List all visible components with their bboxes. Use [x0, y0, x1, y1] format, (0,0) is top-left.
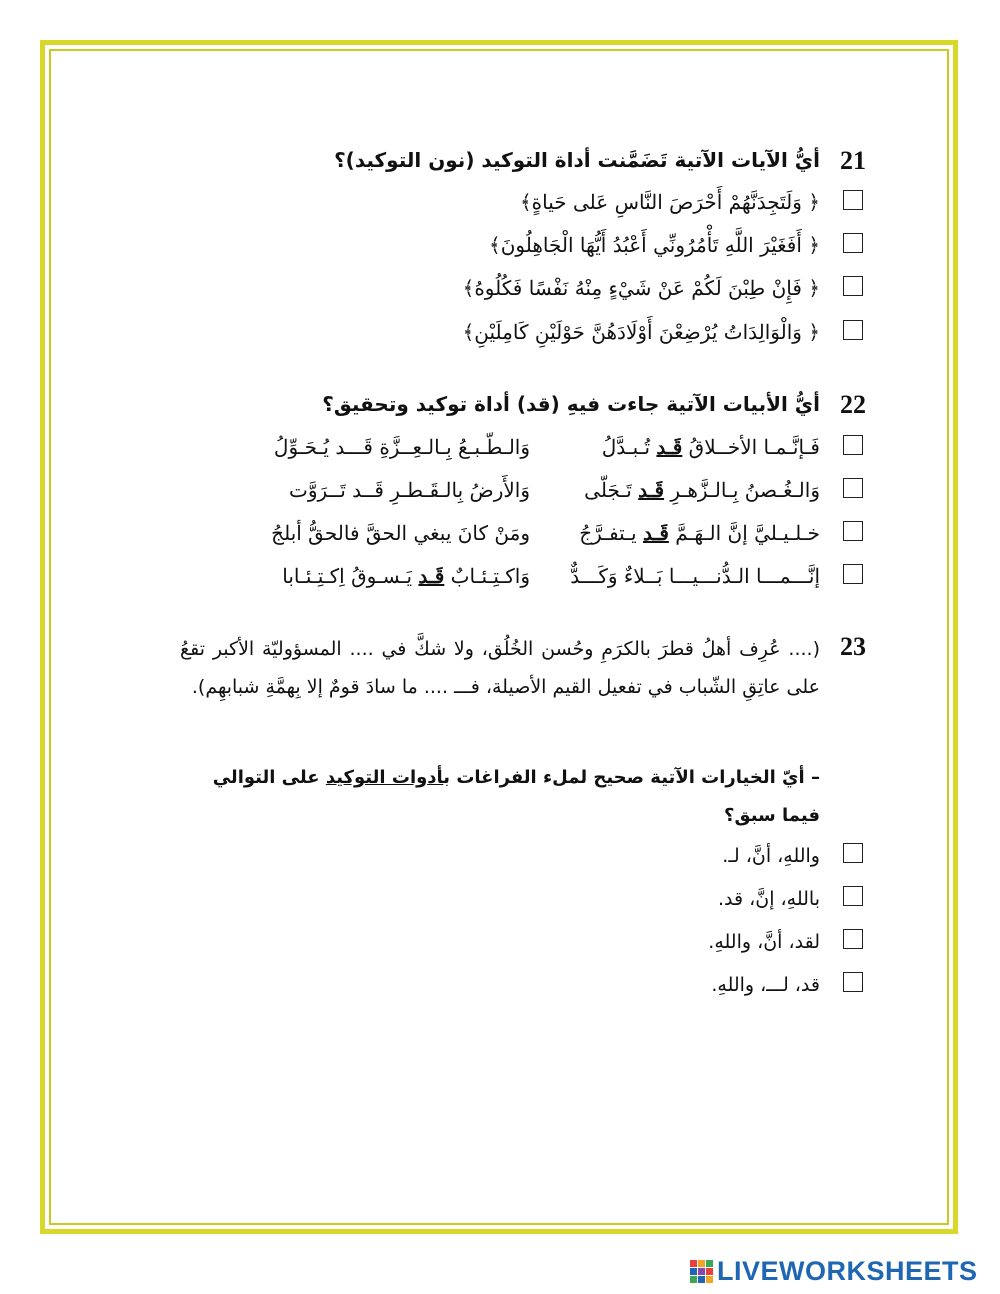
question-number-21: 21: [840, 146, 866, 175]
logo-tile: [690, 1276, 697, 1283]
q21-option-4-checkbox[interactable]: [843, 320, 863, 340]
liveworksheets-logo-icon: [690, 1260, 713, 1283]
q23-option-2-checkbox[interactable]: [843, 886, 863, 906]
qad-highlight: قَـد: [418, 564, 445, 588]
q23-option-3-checkbox[interactable]: [843, 929, 863, 949]
q22-option-4-second-hemistich: وَاكـتِـئـابٌ قَـد يَـسـوقُ اِكـتِـئـابا: [282, 564, 530, 588]
q23-option-3-text: لقد، أنَّ، واللهِ.: [708, 931, 820, 953]
qad-highlight: قَـد: [656, 435, 683, 459]
q23-option-1-text: واللهِ، أنَّ، لـ.: [722, 845, 820, 867]
logo-tile: [698, 1260, 705, 1267]
q22-option-4-first-hemistich: إنَّـــمـــا الـدُّنـــيـــا بَــلاءٌ وَكَـــدٌّ: [570, 564, 820, 588]
question-number-23: 23: [840, 632, 866, 661]
liveworksheets-logo: [690, 1255, 978, 1287]
question-23-passage: (.... عُرِف أهلُ قطرَ بالكرَمِ وحُسن الخُلُق، ولا شكَّ في .... المسؤوليّة الأكبر تقعُ على عاتِقِ الشّباب في تفعيل القيم الأصيلة، فـــ .... ما سادَ قومٌ إلا بِهمَّةِ شبابهِم).: [180, 638, 820, 698]
q21-option-3-checkbox[interactable]: [843, 276, 863, 296]
q22-option-4-checkbox[interactable]: [843, 564, 863, 584]
qad-highlight: قَـد: [642, 521, 669, 545]
q21-option-2-checkbox[interactable]: [843, 233, 863, 253]
question-21-stem: أيُّ الآيات الآتية تَضَمَّنت أداة التوكيد (نون التوكيد)؟: [334, 148, 820, 172]
logo-tile: [698, 1268, 705, 1275]
q21-option-3-text: ﴿ فَإِنْ طِبْنَ لَكُمْ عَنْ شَيْءٍ مِنْهُ نَفْسًا فَكُلُوهُ﴾: [462, 276, 820, 300]
q21-option-4-text: ﴿ وَالْوَالِدَاتُ يُرْضِعْنَ أَوْلَادَهُنَّ حَوْلَيْنِ كَامِلَيْنِ﴾: [462, 320, 820, 344]
q22-option-1-first-hemistich: فَـإنَّـمـا الأخــلاقُ قَـد تُـبـدَّلُ: [601, 435, 820, 459]
q21-option-2-text: ﴿ أَفَغَيْرَ اللَّهِ تَأْمُرُونِّي أَعْبُدُ أَيُّهَا الْجَاهِلُونَ﴾: [488, 233, 820, 257]
liveworksheets-logo-text: LIVEWORKSHEETS: [717, 1255, 978, 1286]
instruction-underlined-term: أدوات التوكيد: [325, 767, 444, 788]
q21-option-1-checkbox[interactable]: [843, 190, 863, 210]
q22-option-3-second-hemistich: ومَنْ كانَ يبغي الحقَّ فالحقُّ أبلجُ: [271, 521, 530, 545]
q23-option-4-checkbox[interactable]: [843, 972, 863, 992]
q23-option-4-text: قد، لـــ، واللهِ.: [711, 974, 820, 996]
q22-option-2-second-hemistich: وَالأَرضُ بِالـقَـطـرِ قَــد تَــرَوَّت: [288, 478, 530, 502]
q22-option-2-first-hemistich: وَالـغُـصنُ بِـالـزَّهـرِ قَـد تَـجَلّى: [584, 478, 820, 502]
logo-tile: [698, 1276, 705, 1283]
question-23-instruction: – أيّ الخيارات الآتية صحيح لملء الفراغات بأدوات التوكيد على التوالي فيما سبق؟: [212, 767, 820, 826]
logo-tile: [706, 1260, 713, 1267]
logo-tile: [706, 1276, 713, 1283]
q22-option-3-first-hemistich: خـلـيـليَّ إنَّ الـهَـمَّ قَـد يـتفـرَّجُ: [579, 521, 820, 545]
q22-option-2-checkbox[interactable]: [843, 478, 863, 498]
q22-option-1-second-hemistich: وَالـطّـبـعُ بِـالـعِــزَّةِ قَـــد يُـحَـوِّلُ: [273, 435, 530, 459]
logo-tile: [690, 1268, 697, 1275]
qad-highlight: قَـد: [638, 478, 665, 502]
question-22-stem: أيُّ الأبيات الآتية جاءت فيهِ (قد) أداة توكيد وتحقيق؟: [322, 392, 820, 416]
q21-option-1-text: ﴿ وَلَتَجِدَنَّهُمْ أَحْرَصَ النَّاسِ عَلى حَياةٍ﴾: [519, 190, 820, 214]
logo-tile: [690, 1260, 697, 1267]
question-number-22: 22: [840, 390, 866, 419]
logo-tile: [706, 1268, 713, 1275]
q22-option-1-checkbox[interactable]: [843, 435, 863, 455]
q22-option-3-checkbox[interactable]: [843, 521, 863, 541]
q23-option-2-text: باللهِ، إنَّ، قد.: [717, 888, 820, 910]
q23-option-1-checkbox[interactable]: [843, 843, 863, 863]
